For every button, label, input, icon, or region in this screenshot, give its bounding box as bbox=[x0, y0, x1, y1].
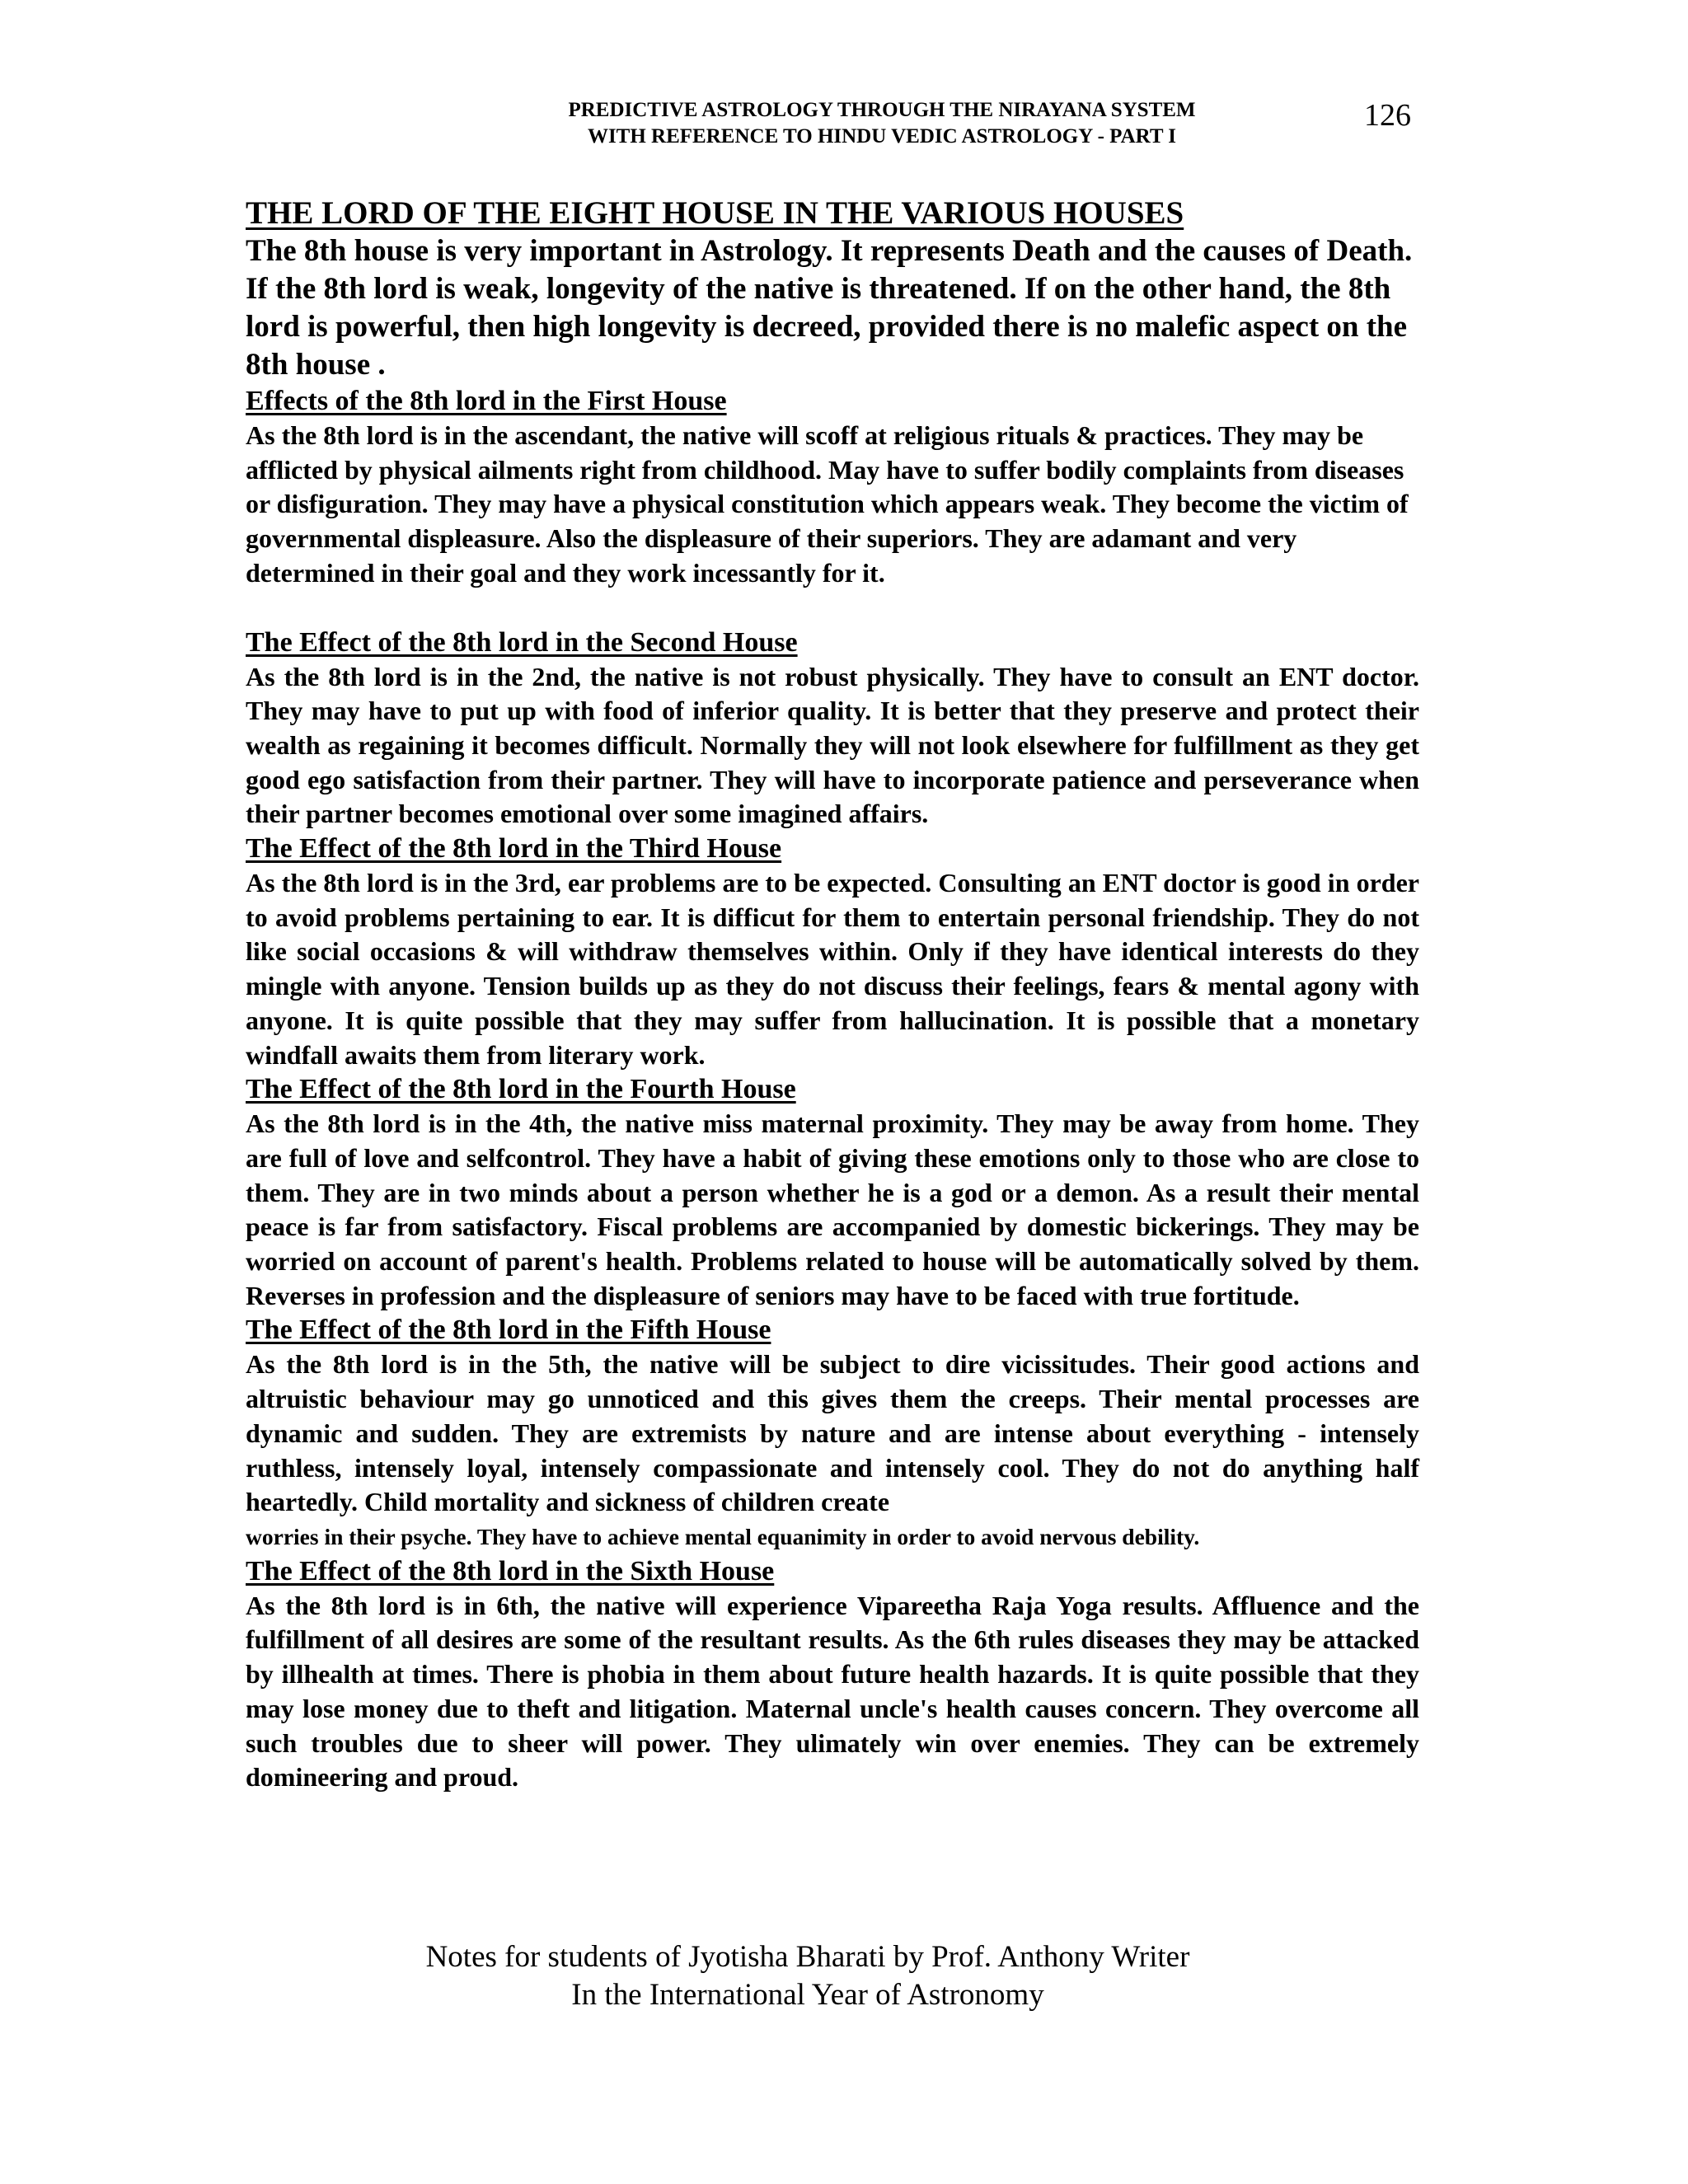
page-number: 126 bbox=[1364, 98, 1411, 133]
running-header bbox=[396, 97, 1368, 150]
section-body-fifth-house bbox=[246, 1347, 1419, 1554]
section-body-fifth-house-small-line: worries in their psyche. They have to achieve mental equanimity in order to avoid nervous debility. bbox=[246, 1523, 1200, 1549]
section-body-fifth-house-main: As the 8th lord is in the 5th, the native will be subject to dire vicissitudes. Their good actions and altruistic behaviour may go unnoticed and this gives them the creeps. Their mental processes are dynamic and sudden. They are extremists by nature and are intense about everything - intensely ruthless, intensely loyal, intensely compassionate and intensely cool. They do not do anything half heartedly. Child mortality and sickness of children create bbox=[246, 1349, 1419, 1517]
section-body-sixth-house: As the 8th lord is in 6th, the native will experience Vipareetha Raja Yoga results. Affluence and the fulfillment of all desires are some of the resultant results. As the 6th rules diseases they may be attacked by illhealth at times. There is phobia in them about future health hazards. It is quite possible that they may lose money due to theft and litigation. Maternal uncle's health causes concern. They overcome all such troubles due to sheer will power. They ulimately win over enemies. They can be extremely domineering and proud. bbox=[246, 1590, 1419, 1793]
section-heading-fifth-house: The Effect of the 8th lord in the Fifth House bbox=[246, 1315, 771, 1346]
section-body-second-house: As the 8th lord is in the 2nd, the native is not robust physically. They have to consult an ENT doctor. They may have to put up with food of inferior quality. It is better that they preserve and protect their wealth as regaining it becomes difficult. Normally they will not look elsewhere for fulfillment as they get good ego satisfaction from their partner. They will have to incorporate patience and perseverance when their partner becomes emotional over some imagined affairs. bbox=[246, 661, 1419, 829]
section-heading-first-house: Effects of the 8th lord in the First House bbox=[246, 386, 727, 416]
running-header-line-2: WITH REFERENCE TO HINDU VEDIC ASTROLOGY - PART I bbox=[587, 125, 1177, 148]
page-content bbox=[246, 194, 1419, 1795]
section-body-third-house: As the 8th lord is in the 3rd, ear problems are to be expected. Consulting an ENT doctor is good in order to avoid problems pertaining to ear. It is difficut for them to entertain personal friendship. They do not like social occasions & will withdraw themselves within. Only if they have identical interests do they mingle with anyone. Tension builds up as they do not discuss their feelings, fears & mental agony with anyone. It is quite possible that they may suffer from hallucination. It is possible that a monetary windfall awaits them from literary work. bbox=[246, 868, 1419, 1070]
page-footer bbox=[313, 1938, 1302, 2014]
section-heading-third-house: The Effect of the 8th lord in the Third House bbox=[246, 833, 782, 865]
page-title: THE LORD OF THE EIGHT HOUSE IN THE VARIOUS HOUSES bbox=[246, 195, 1184, 231]
footer-line-2: In the International Year of Astronomy bbox=[571, 1978, 1044, 2012]
section-heading-second-house: The Effect of the 8th lord in the Second House bbox=[246, 626, 798, 658]
footer-line-1: Notes for students of Jyotisha Bharati by Prof. Anthony Writer bbox=[425, 1940, 1190, 1974]
running-header-line-1: PREDICTIVE ASTROLOGY THROUGH THE NIRAYANA SYSTEM bbox=[568, 99, 1196, 121]
section-body-first-house: As the 8th lord is in the ascendant, the native will scoff at religious rituals & practices. They may be afflicted by physical ailments right from childhood. May have to suffer bodily complaints from diseases or disfiguration. They may have a physical constitution which appears weak. They become the victim of governmental displeasure. Also the displeasure of their superiors. They are adamant and very determined in their goal and they work incessantly for it. bbox=[246, 420, 1409, 588]
intro-paragraph: The 8th house is very important in Astrology. It represents Death and the causes of Death. If the 8th lord is weak, longevity of the native is threatened. If on the other hand, the 8th lord is powerful, then high longevity is decreed, provided there is no malefic aspect on the 8th house . bbox=[246, 234, 1413, 382]
section-body-fourth-house: As the 8th lord is in the 4th, the native miss maternal proximity. They may be away from home. They are full of love and selfcontrol. They have a habit of giving these emotions only to those who are close to them. They are in two minds about a person whether he is a god or a demon. As a result their mental peace is far from satisfactory. Fiscal problems are accompanied by domestic bickerings. They may be worried on account of parent's health. Problems related to house will be automatically solved by them. Reverses in profession and the displeasure of seniors may have to be faced with true fortitude. bbox=[246, 1108, 1419, 1310]
section-heading-sixth-house: The Effect of the 8th lord in the Sixth House bbox=[246, 1555, 775, 1586]
section-heading-fourth-house: The Effect of the 8th lord in the Fourth House bbox=[246, 1074, 796, 1105]
paragraph-spacer bbox=[246, 591, 1419, 626]
